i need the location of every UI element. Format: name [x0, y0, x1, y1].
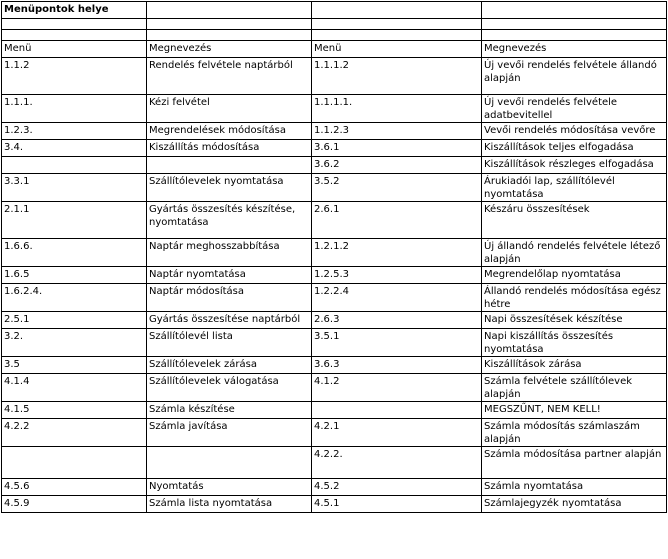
cell-menu-code[interactable]: 1.6.6.: [2, 239, 147, 267]
table-row: [2, 374, 667, 402]
cell-menu-code[interactable]: 2.5.1: [2, 312, 147, 329]
cell-empty[interactable]: [2, 30, 147, 41]
cell-name[interactable]: Gyártás összesítés készítése, nyomtatása: [147, 202, 312, 239]
cell-menu-code[interactable]: 2.6.3: [312, 312, 482, 329]
cell-name[interactable]: Számla módosítás számlaszám alapján: [482, 419, 667, 447]
cell-menu-code[interactable]: 4.2.2.: [312, 447, 482, 479]
table-row: [2, 123, 667, 140]
cell-name[interactable]: Új vevői rendelés felvétele adatbevitellel: [482, 95, 667, 123]
cell-menu-code[interactable]: 3.6.2: [312, 157, 482, 174]
cell-name[interactable]: Számla nyomtatása: [482, 479, 667, 496]
cell-menu-code[interactable]: 1.6.2.4.: [2, 284, 147, 312]
cell-name[interactable]: Naptár nyomtatása: [147, 267, 312, 284]
cell-menu-code[interactable]: 1.1.1.: [2, 95, 147, 123]
blank-row: [2, 19, 667, 30]
cell-name[interactable]: Szállítólevelek zárása: [147, 357, 312, 374]
cell-menu-code[interactable]: 1.2.5.3: [312, 267, 482, 284]
cell-empty[interactable]: [312, 30, 482, 41]
cell-name[interactable]: Vevői rendelés módosítása vevőre: [482, 123, 667, 140]
cell-menu-code[interactable]: 4.5.6: [2, 479, 147, 496]
cell-name[interactable]: Számla módosítása partner alapján: [482, 447, 667, 479]
cell-name[interactable]: Számla javítása: [147, 419, 312, 447]
cell-menu-code[interactable]: 2.6.1: [312, 202, 482, 239]
table-row: [2, 447, 667, 479]
cell-empty[interactable]: [482, 2, 667, 19]
cell-name[interactable]: Kiszállítás módosítása: [147, 140, 312, 157]
cell-menu-code[interactable]: 3.2.: [2, 329, 147, 357]
cell-name[interactable]: Számlajegyzék nyomtatása: [482, 496, 667, 513]
cell-menu-code[interactable]: 3.3.1: [2, 174, 147, 202]
table-row: [2, 267, 667, 284]
cell-name[interactable]: [147, 447, 312, 479]
cell-name[interactable]: Naptár módosítása: [147, 284, 312, 312]
cell-name[interactable]: Kézi felvétel: [147, 95, 312, 123]
cell-menu-code[interactable]: 3.5.2: [312, 174, 482, 202]
cell-menu-code[interactable]: 1.6.5: [2, 267, 147, 284]
cell-menu-code[interactable]: 4.2.1: [312, 419, 482, 447]
table-row: [2, 284, 667, 312]
cell-name[interactable]: Napi kiszállítás összesítés nyomtatása: [482, 329, 667, 357]
table-row: [2, 174, 667, 202]
cell-menu-code[interactable]: 1.1.2: [2, 58, 147, 95]
cell-name[interactable]: Megrendelőlap nyomtatása: [482, 267, 667, 284]
table-row: [2, 202, 667, 239]
cell-empty[interactable]: [2, 19, 147, 30]
cell-name[interactable]: Kiszállítások részleges elfogadása: [482, 157, 667, 174]
header-name[interactable]: Megnevezés: [482, 41, 667, 58]
cell-empty[interactable]: [147, 30, 312, 41]
cell-name[interactable]: [147, 157, 312, 174]
table-row: [2, 312, 667, 329]
header-name[interactable]: Megnevezés: [147, 41, 312, 58]
cell-name[interactable]: Új állandó rendelés felvétele létező alapján: [482, 239, 667, 267]
cell-name[interactable]: Rendelés felvétele naptárból: [147, 58, 312, 95]
header-menu[interactable]: Menü: [2, 41, 147, 58]
cell-empty[interactable]: [147, 19, 312, 30]
cell-name[interactable]: Napi összesítések készítése: [482, 312, 667, 329]
table-row: [2, 157, 667, 174]
table-row: [2, 496, 667, 513]
table-row: [2, 239, 667, 267]
header-row: [2, 41, 667, 58]
cell-name[interactable]: Megrendelések módosítása: [147, 123, 312, 140]
table-row: [2, 329, 667, 357]
table-row: [2, 58, 667, 95]
cell-menu-code[interactable]: 3.6.1: [312, 140, 482, 157]
cell-menu-code[interactable]: 3.5: [2, 357, 147, 374]
cell-menu-code[interactable]: 1.1.1.1.: [312, 95, 482, 123]
cell-menu-code[interactable]: 1.1.2.3: [312, 123, 482, 140]
cell-menu-code[interactable]: 1.2.2.4: [312, 284, 482, 312]
title-row: [2, 2, 667, 19]
cell-empty[interactable]: [147, 2, 312, 19]
cell-empty[interactable]: [482, 30, 667, 41]
cell-name[interactable]: Árukiadói lap, szállítólevél nyomtatása: [482, 174, 667, 202]
cell-menu-code[interactable]: 3.6.3: [312, 357, 482, 374]
cell-empty[interactable]: [312, 19, 482, 30]
table-row: [2, 402, 667, 419]
cell-name[interactable]: Készáru összesítések: [482, 202, 667, 239]
cell-menu-code[interactable]: 4.5.2: [312, 479, 482, 496]
cell-name[interactable]: Naptár meghosszabbítása: [147, 239, 312, 267]
table-row: [2, 479, 667, 496]
cell-menu-code[interactable]: 4.5.1: [312, 496, 482, 513]
cell-menu-code[interactable]: 4.1.2: [312, 374, 482, 402]
cell-name[interactable]: Szállítólevelek nyomtatása: [147, 174, 312, 202]
cell-menu-code[interactable]: 3.5.1: [312, 329, 482, 357]
table-title[interactable]: Menüpontok helye: [2, 2, 147, 19]
table-row: [2, 95, 667, 123]
cell-name[interactable]: Új vevői rendelés felvétele állandó alapján: [482, 58, 667, 95]
cell-empty[interactable]: [312, 2, 482, 19]
cell-menu-code[interactable]: 4.5.9: [2, 496, 147, 513]
cell-name[interactable]: Szállítólevél lista: [147, 329, 312, 357]
cell-name[interactable]: Kiszállítások teljes elfogadása: [482, 140, 667, 157]
table-row: [2, 419, 667, 447]
cell-name[interactable]: Kiszállítások zárása: [482, 357, 667, 374]
header-menu[interactable]: Menü: [312, 41, 482, 58]
cell-name[interactable]: Nyomtatás: [147, 479, 312, 496]
cell-name[interactable]: Szállítólevelek válogatása: [147, 374, 312, 402]
cell-menu-code[interactable]: 3.4.: [2, 140, 147, 157]
cell-menu-code[interactable]: 1.2.3.: [2, 123, 147, 140]
cell-name[interactable]: Gyártás összesítése naptárból: [147, 312, 312, 329]
cell-menu-code[interactable]: 4.2.2: [2, 419, 147, 447]
cell-empty[interactable]: [482, 19, 667, 30]
menu-location-table: [1, 1, 667, 513]
table-row: [2, 140, 667, 157]
cell-menu-code[interactable]: [2, 447, 147, 479]
cell-menu-code[interactable]: [312, 402, 482, 419]
cell-name[interactable]: Állandó rendelés módosítása egész hétre: [482, 284, 667, 312]
table-row: [2, 357, 667, 374]
blank-row: [2, 30, 667, 41]
cell-menu-code[interactable]: [2, 157, 147, 174]
cell-name[interactable]: Számla lista nyomtatása: [147, 496, 312, 513]
cell-menu-code[interactable]: 4.1.4: [2, 374, 147, 402]
cell-menu-code[interactable]: 2.1.1: [2, 202, 147, 239]
cell-name[interactable]: Számla felvétele szállítólevek alapján: [482, 374, 667, 402]
cell-menu-code[interactable]: 4.1.5: [2, 402, 147, 419]
cell-name[interactable]: Számla készítése: [147, 402, 312, 419]
cell-menu-code[interactable]: 1.1.1.2: [312, 58, 482, 95]
cell-menu-code[interactable]: 1.2.1.2: [312, 239, 482, 267]
cell-name[interactable]: MEGSZŰNT, NEM KELL!: [482, 402, 667, 419]
